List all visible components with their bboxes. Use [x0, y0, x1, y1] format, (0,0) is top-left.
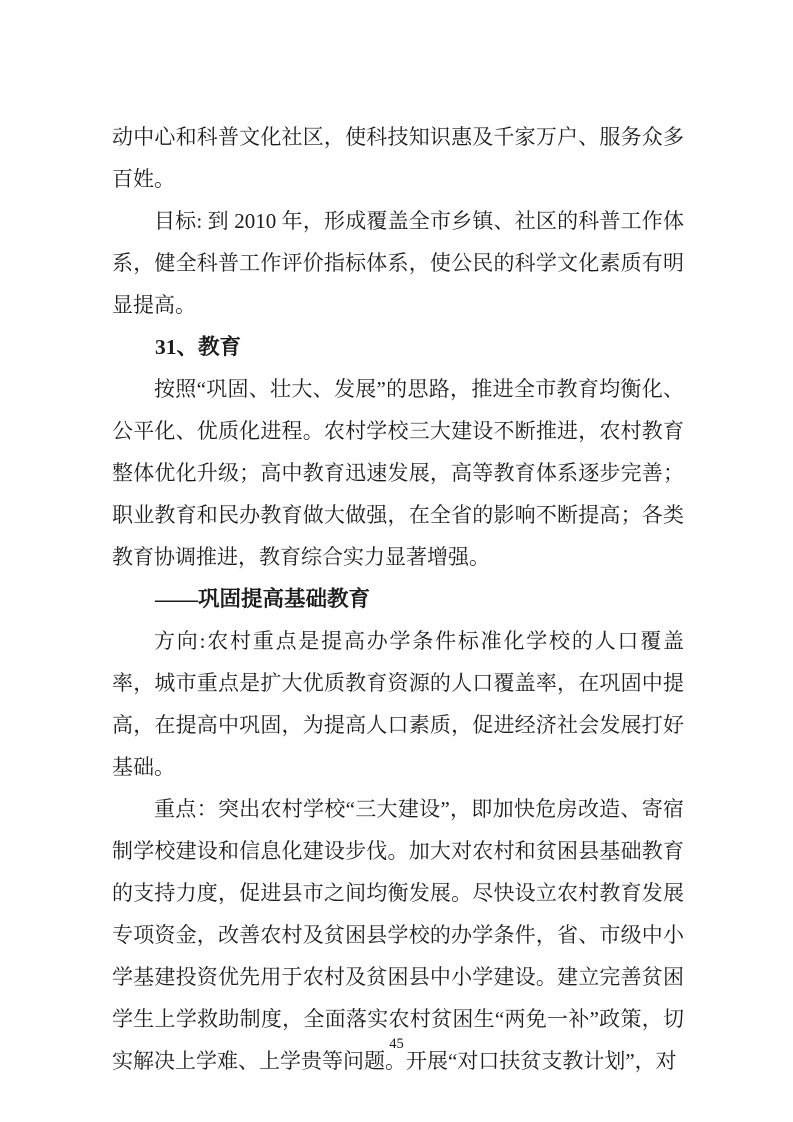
- page-number: 45: [389, 1036, 404, 1052]
- paragraph-science-popularization-goal: 目标: 到 2010 年，形成覆盖全市乡镇、社区的科普工作体系，健全科普工作评价指标体系，使公民的科学文化素质有明显提高。: [112, 209, 684, 317]
- paragraph-science-popularization-continued: 动中心和科普文化社区，使科技知识惠及千家万户、服务众多百姓。: [112, 125, 684, 191]
- subsection-heading-basic-education: ——巩固提高基础教育: [155, 587, 371, 611]
- paragraph-basic-education-priorities: 重点：突出农村学校“三大建设”，即加快危房改造、寄宿制学校建设和信息化建设步伐。加大对农村和贫困县基础教育的支持力度，促进县市之间均衡发展。尽快设立农村教育发展专项资金，改善农村及贫困县学校的办学条件，省、市级中小学基建投资优先用于农村及贫困县中小学建设。建立完善贫困学生上学救助制度，全面落实农村贫困生“两免一补”政策，切实解决上学难、上学贵等问题。开展“对口扶贫支教计划”，对: [112, 797, 684, 1073]
- paragraph-basic-education-direction: 方向:农村重点是提高办学条件标准化学校的人口覆盖率，城市重点是扩大优质教育资源的人口覆盖率，在巩固中提高，在提高中巩固，为提高人口素质，促进经济社会发展打好基础。: [112, 629, 684, 779]
- section-heading-education: 31、教育: [155, 335, 242, 359]
- page-content: [112, 116, 684, 1082]
- paragraph-education-overview: 按照“巩固、壮大、发展”的思路，推进全市教育均衡化、公平化、优质化进程。农村学校三大建设不断推进，农村教育整体优化升级；高中教育迅速发展，高等教育体系逐步完善；职业教育和民办教育做大做强，在全省的影响不断提高；各类教育协调推进，教育综合实力显著增强。: [112, 377, 684, 569]
